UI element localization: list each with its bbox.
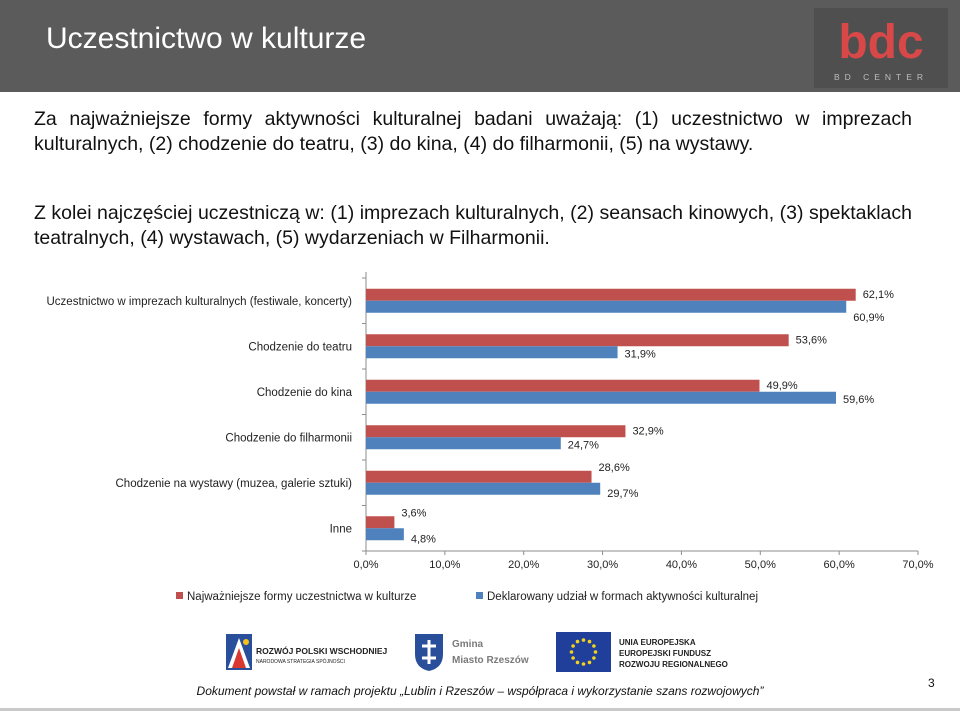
paragraph-important-forms: Za najważniejsze formy aktywności kulturalnej badani uważają: (1) uczestnictwo w imprezach kulturalnych, (2) chodzenie do teatru, (3) do kina, (4) do filharmonii, (5) na wystawy. [34, 108, 912, 155]
x-tick-label: 50,0% [744, 559, 776, 571]
bar-data-label: 24,7% [567, 439, 599, 452]
bdc-logo-mark [814, 8, 948, 70]
category-label: Chodzenie do teatru [248, 341, 352, 354]
x-tick-label: 30,0% [586, 559, 619, 571]
legend-label: Najważniejsze formy uczestnictwa w kulturze [187, 591, 417, 603]
bar-data-label: 3,6% [401, 507, 427, 520]
x-tick-label: 60,0% [823, 559, 855, 571]
bar-important-forms [366, 380, 759, 392]
eu-flag-icon [556, 632, 611, 672]
bar-data-label: 60,9% [853, 311, 885, 324]
rzeszow-logo-line2: Miasto Rzeszów [452, 655, 529, 666]
slide-header [0, 0, 960, 92]
bar-declared-participation [366, 346, 618, 358]
category-label: Inne [329, 523, 352, 536]
x-tick-label: 40,0% [665, 559, 698, 571]
bar-important-forms [366, 471, 592, 483]
category-label: Chodzenie do kina [256, 386, 352, 399]
rzeszow-logo-line1: Gmina [452, 639, 484, 650]
category-label: Chodzenie do filharmonii [225, 432, 352, 445]
x-tick-label: 20,0% [508, 559, 540, 571]
bar-important-forms [366, 516, 394, 528]
bar-data-label: 49,9% [766, 379, 798, 392]
bar-data-label: 31,9% [624, 348, 656, 361]
bar-important-forms [366, 289, 856, 301]
rpw-logo-icon [226, 634, 252, 670]
rpw-logo-line2: NARODOWA STRATEGIA SPÓJNOŚCI [256, 659, 345, 665]
bar-data-label: 32,9% [632, 425, 664, 438]
legend-swatch [476, 592, 483, 599]
bar-data-label: 28,6% [598, 461, 630, 474]
bar-important-forms [366, 425, 625, 437]
x-tick-label: 0,0% [353, 559, 379, 571]
bar-data-label: 4,8% [410, 533, 436, 546]
bdc-logo-subtitle: BD CENTER [833, 72, 929, 82]
eu-logo-line1: UNIA EUROPEJSKA [619, 638, 696, 647]
bdc-logo [814, 8, 948, 88]
bdc-logo-text: bdc [838, 16, 924, 69]
bar-declared-participation [366, 483, 600, 495]
bottom-divider [0, 708, 960, 711]
bar-declared-participation [366, 528, 404, 540]
bar-declared-participation [366, 437, 561, 449]
slide-title: Uczestnictwo w kulturze [46, 22, 367, 55]
rzeszow-coat-of-arms-icon [413, 632, 445, 672]
eu-logo-line3: ROZWOJU REGIONALNEGO [619, 660, 728, 669]
paragraph-participation: Z kolei najczęściej uczestniczą w: (1) imprezach kulturalnych, (2) seansach kinowych, (3) spektaklach teatralnych, (4) wystawach, (5) wydarzeniach w Filharmonii. [34, 202, 912, 249]
bar-data-label: 53,6% [795, 334, 827, 347]
bar-chart [0, 270, 960, 615]
legend-swatch [176, 592, 183, 599]
footer-project-note: Dokument powstał w ramach projektu „Lublin i Rzeszów – współpraca i wykorzystanie szans rozwojowych” [196, 684, 764, 698]
bar-declared-participation [366, 392, 836, 404]
bar-data-label: 62,1% [862, 288, 894, 301]
page-number: 3 [928, 676, 935, 690]
rpw-logo-line1: ROZWÓJ POLSKI WSCHODNIEJ [256, 646, 388, 656]
bar-data-label: 29,7% [607, 487, 639, 500]
x-tick-label: 10,0% [429, 559, 461, 571]
category-label: Chodzenie na wystawy (muzea, galerie sztuki) [115, 477, 352, 490]
legend-label: Deklarowany udział w formach aktywności kulturalnej [487, 591, 759, 603]
bar-data-label: 59,6% [842, 393, 875, 406]
category-label: Uczestnictwo w imprezach kulturalnych (festiwale, koncerty) [46, 295, 352, 308]
x-tick-label: 70,0% [902, 559, 934, 571]
bar-declared-participation [366, 301, 846, 313]
eu-logo-line2: EUROPEJSKI FUNDUSZ [619, 649, 712, 658]
footer-logos [0, 628, 960, 678]
bar-important-forms [366, 334, 789, 346]
